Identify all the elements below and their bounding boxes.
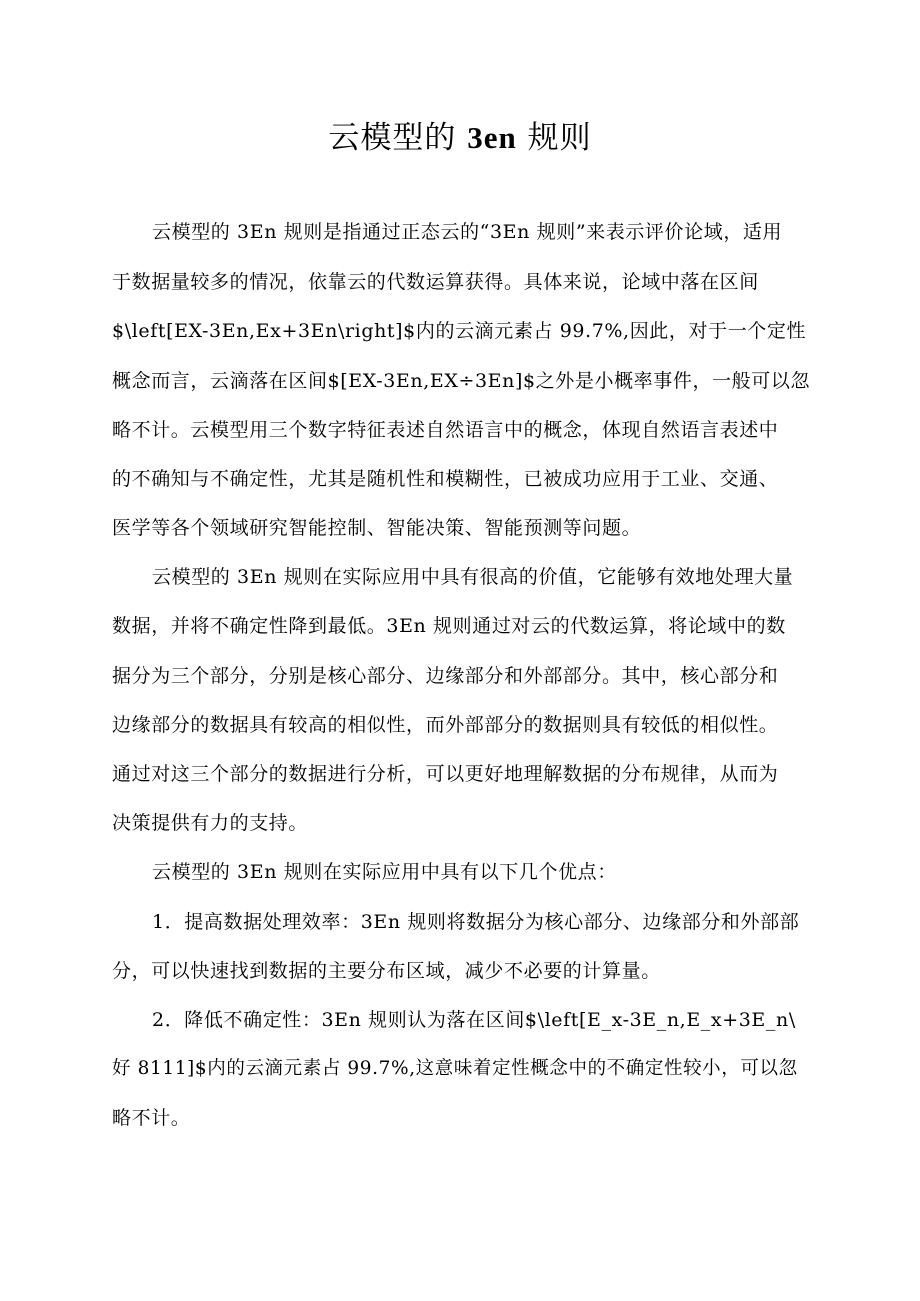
- paragraph-line: 据分为三个部分，分别是核心部分、边缘部分和外部部分。其中，核心部分和: [112, 665, 779, 687]
- list-item-line: 好 8111]$内的云滴元素占 99.7%,这意味着定性概念中的不确定性较小，可以忽: [112, 1058, 798, 1079]
- list-item-line: 2．降低不确定性：3En 规则认为落在区间$\left[E_x-3E_n,E_x+3E_n\: [152, 1009, 796, 1031]
- paragraph-line: 云模型的 3En 规则在实际应用中具有以下几个优点：: [152, 861, 617, 883]
- paragraph-line: 的不确知与不确定性，尤其是随机性和模糊性，已被成功应用于工业、交通、: [112, 468, 779, 490]
- list-item-line: 分，可以快速找到数据的主要分布区域，减少不必要的计算量。: [112, 960, 661, 982]
- paragraph-line: 边缘部分的数据具有较高的相似性，而外部部分的数据则具有较低的相似性。: [112, 714, 779, 736]
- paragraph-line: 云模型的 3En 规则是指通过正态云的“3En 规则”来表示评价论域，适用: [152, 221, 783, 243]
- paragraph-line: 医学等各个领域研究智能控制、智能决策、智能预测等问题。: [112, 517, 642, 539]
- paragraph-line: 概念而言，云滴落在区间$[EX-3En,EX÷3En]$之外是小概率事件，一般可以忽: [112, 370, 811, 392]
- title-suffix: 规则: [527, 120, 592, 156]
- paragraph-line: 决策提供有力的支持。: [112, 812, 309, 834]
- paragraph-line: 数据，并将不确定性降到最低。3En 规则通过对云的代数运算，将论域中的数: [112, 615, 786, 637]
- paragraph-line: 通过对这三个部分的数据进行分析，可以更好地理解数据的分布规律，从而为: [112, 763, 779, 785]
- list-item-line: 1．提高数据处理效率：3En 规则将数据分为核心部分、边缘部分和外部部: [152, 911, 800, 933]
- paragraph-line: $\left[EX-3En,Ex+3En\right]$内的云滴元素占 99.7%,因此，对于一个定性: [112, 320, 807, 342]
- title-prefix: 云模型的: [328, 120, 457, 156]
- list-item-line: 略不计。: [112, 1107, 191, 1129]
- paragraph-line: 于数据量较多的情况，依靠云的代数运算获得。具体来说，论域中落在区间: [112, 271, 759, 293]
- page-title: [0, 112, 920, 164]
- title-latin: 3en: [467, 120, 517, 155]
- paragraph-line: 略不计。云模型用三个数字特征表述自然语言中的概念，体现自然语言表述中: [112, 419, 779, 441]
- paragraph-line: 云模型的 3En 规则在实际应用中具有很高的价值，它能够有效地处理大量: [152, 566, 794, 588]
